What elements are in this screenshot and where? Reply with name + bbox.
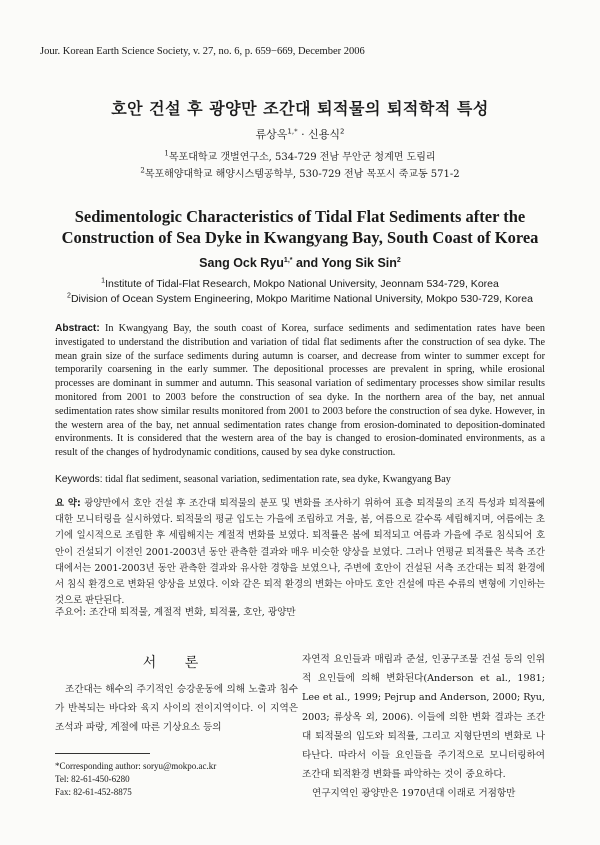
abstract-text: In Kwangyang Bay, the south coast of Korea, surface sediments and sedimentation rates have been investigated to understand the distribution and variation of tidal flat sediments after the construction of sea dyke. The mean grain size of the surface sediments during autumn is coarser, and decrease from winter to summer except for temporarily coarsening in the early summer. The depositional processes are prevalent in spring, while erosional processes are dominant in summer and autumn. This seasonal variation of sedimentary processes show similar results monitored from 2001 to 2003 before the construction of sea dyke. In the northern area of the bay, net annual sedimentation rates show similar results monitored from 2001 to 2003 before the construction of sea dyke. However, in the western area of the bay, net annual sedimentation rates change from erosion-dominated to deposition-dominated environments. It is considered that the western area of the bay is changed to erosion-dominated environments, as a result of the changes of hydrodynamic conditions, caused by sea dyke construction. — [55, 323, 545, 459]
abstract-label: Abstract: — [55, 323, 100, 334]
korean-aff-1-sup: 1 — [164, 149, 169, 158]
korean-affiliation-1 — [0, 148, 600, 163]
english-author-2: Yong Sik Sin — [321, 256, 397, 270]
korean-title: 호안 건설 후 광양만 조간대 퇴적물의 퇴적학적 특성 — [111, 99, 489, 118]
korean-author-1-sup: 1,* — [287, 127, 298, 136]
korean-abstract-label: 요 약: — [55, 498, 81, 509]
english-abstract — [55, 322, 545, 460]
fax: Fax: 82-61-452-8875 — [55, 787, 132, 797]
korean-aff-2-sup: 2 — [140, 166, 145, 175]
english-author-1: Sang Ock Ryu — [199, 256, 284, 270]
journal-citation: Jour. Korean Earth Science Society, v. 27, no. 6, p. 659−669, December 2006 — [40, 46, 365, 57]
footnote-divider — [55, 753, 150, 754]
english-affiliation-1 — [0, 278, 600, 290]
english-author-1-sup: 1,* — [283, 256, 293, 264]
korean-abstract-text: 광양만에서 호안 건설 후 조간대 퇴적물의 분포 및 변화를 조사하기 위하여 표층 퇴적물의 조직 특성과 퇴적률에 대한 모니터링을 실시하였다. 퇴적물의 평균 입도는 가을에 조립하고 겨울, 봄, 여름으로 갈수록 세립해지며, 여름에는 초기에 일시적으로 조립한 후 세립해지는 계절적 변화를 보였다. 퇴적률은 봄에 퇴적되고 여름과 가을에 주로 침식되어 호안이 건설되기 이전인 2001-2003년 동안 관측한 결과와 매우 비슷한 양상을 보였다. 그러나 연평균 퇴적률은 북측 조간대에서는 2001-2003년 동안 관측한 결과와 유사한 경향을 보였으나, 주변에 호안이 건설된 서측 조간대는 퇴적 환경에서 침식 환경으로 변화된 양상을 보였다. 이와 같은 퇴적 환경의 변화는 아마도 호안 건설에 따른 수류의 변형에 기인하는 것으로 판단된다. — [55, 498, 545, 607]
intro-right-paragraph-1: 자연적 요인들과 매립과 준설, 인공구조물 건설 등의 인위적 요인들에 의해 변화된다(Anderson et al., 1981; Lee et al., 1999; Pejrup and Anderson, 2000; Ryu, 2003; 류상옥 외, 2006). 이들에 의한 변화 결과는 조간대 퇴적물의 입도와 퇴적률, 그리고 지형단면의 변화로 나타난다. 따라서 이들 요인들을 주기적으로 모니터링하여 조간대 퇴적환경 변화를 파악하는 것이 중요하다. — [302, 654, 545, 781]
english-aff-1-sup: 1 — [101, 277, 106, 285]
english-keywords — [55, 474, 545, 485]
introduction-heading: 서 론 — [142, 655, 211, 671]
english-title-line-2: Construction of Sea Dyke in Kwangyang Bay, South Coast of Korea — [61, 228, 539, 247]
korean-keywords — [55, 604, 545, 618]
author-separator: · — [297, 128, 309, 141]
english-author-2-sup: 2 — [396, 256, 401, 264]
korean-author-2-sup: 2 — [340, 127, 345, 136]
author-and: and — [292, 256, 322, 270]
english-authors — [0, 256, 600, 270]
introduction-left-column: 조간대는 해수의 주기적인 승강운동에 의해 노출과 침수가 반복되는 바다와 육지 사이의 전이지역이다. 이 지역은 조석과 파랑, 계절에 따른 기상요소 등의 — [55, 684, 298, 734]
keywords-text: tidal flat sediment, seasonal variation, sedimentation rate, sea dyke, Kwangyang Bay — [102, 474, 451, 485]
korean-authors — [0, 126, 600, 142]
corresponding-author: *Corresponding author: soryu@mokpo.ac.kr — [55, 761, 217, 771]
english-title — [30, 206, 570, 248]
keywords-label: Keywords: — [55, 474, 103, 485]
footnote — [55, 760, 295, 799]
introduction-right-column — [302, 650, 545, 804]
intro-right-paragraph-2: 연구지역인 광양만은 1970년대 이래로 거점항만 — [312, 788, 516, 800]
english-title-line-1: Sedimentologic Characteristics of Tidal Flat Sediments after the — [74, 207, 526, 226]
english-aff-2-sup: 2 — [67, 292, 71, 300]
english-aff-2-text: Division of Ocean System Engineering, Mokpo Maritime National University, Mokpo 530-729, Korea — [70, 293, 533, 305]
korean-abstract — [55, 496, 545, 609]
korean-aff-2-text: 목포해양대학교 해양시스템공학부, 530-729 전남 목포시 죽교동 571-2 — [144, 169, 460, 180]
telephone: Tel: 82-61-450-6280 — [55, 774, 130, 784]
korean-keywords-text: 조간대 퇴적물, 계절적 변화, 퇴적률, 호안, 광양만 — [86, 607, 296, 618]
korean-author-2: 신용식 — [308, 128, 340, 141]
korean-author-1: 류상옥 — [255, 128, 288, 141]
english-affiliation-2 — [0, 293, 600, 305]
korean-aff-1-text: 목포대학교 갯벌연구소, 534-729 전남 무안군 청계면 도림리 — [168, 152, 436, 163]
english-aff-1-text: Institute of Tidal-Flat Research, Mokpo National University, Jeonnam 534-729, Korea — [105, 278, 499, 290]
korean-affiliation-2 — [0, 165, 600, 180]
korean-keywords-label: 주요어: — [55, 607, 87, 618]
